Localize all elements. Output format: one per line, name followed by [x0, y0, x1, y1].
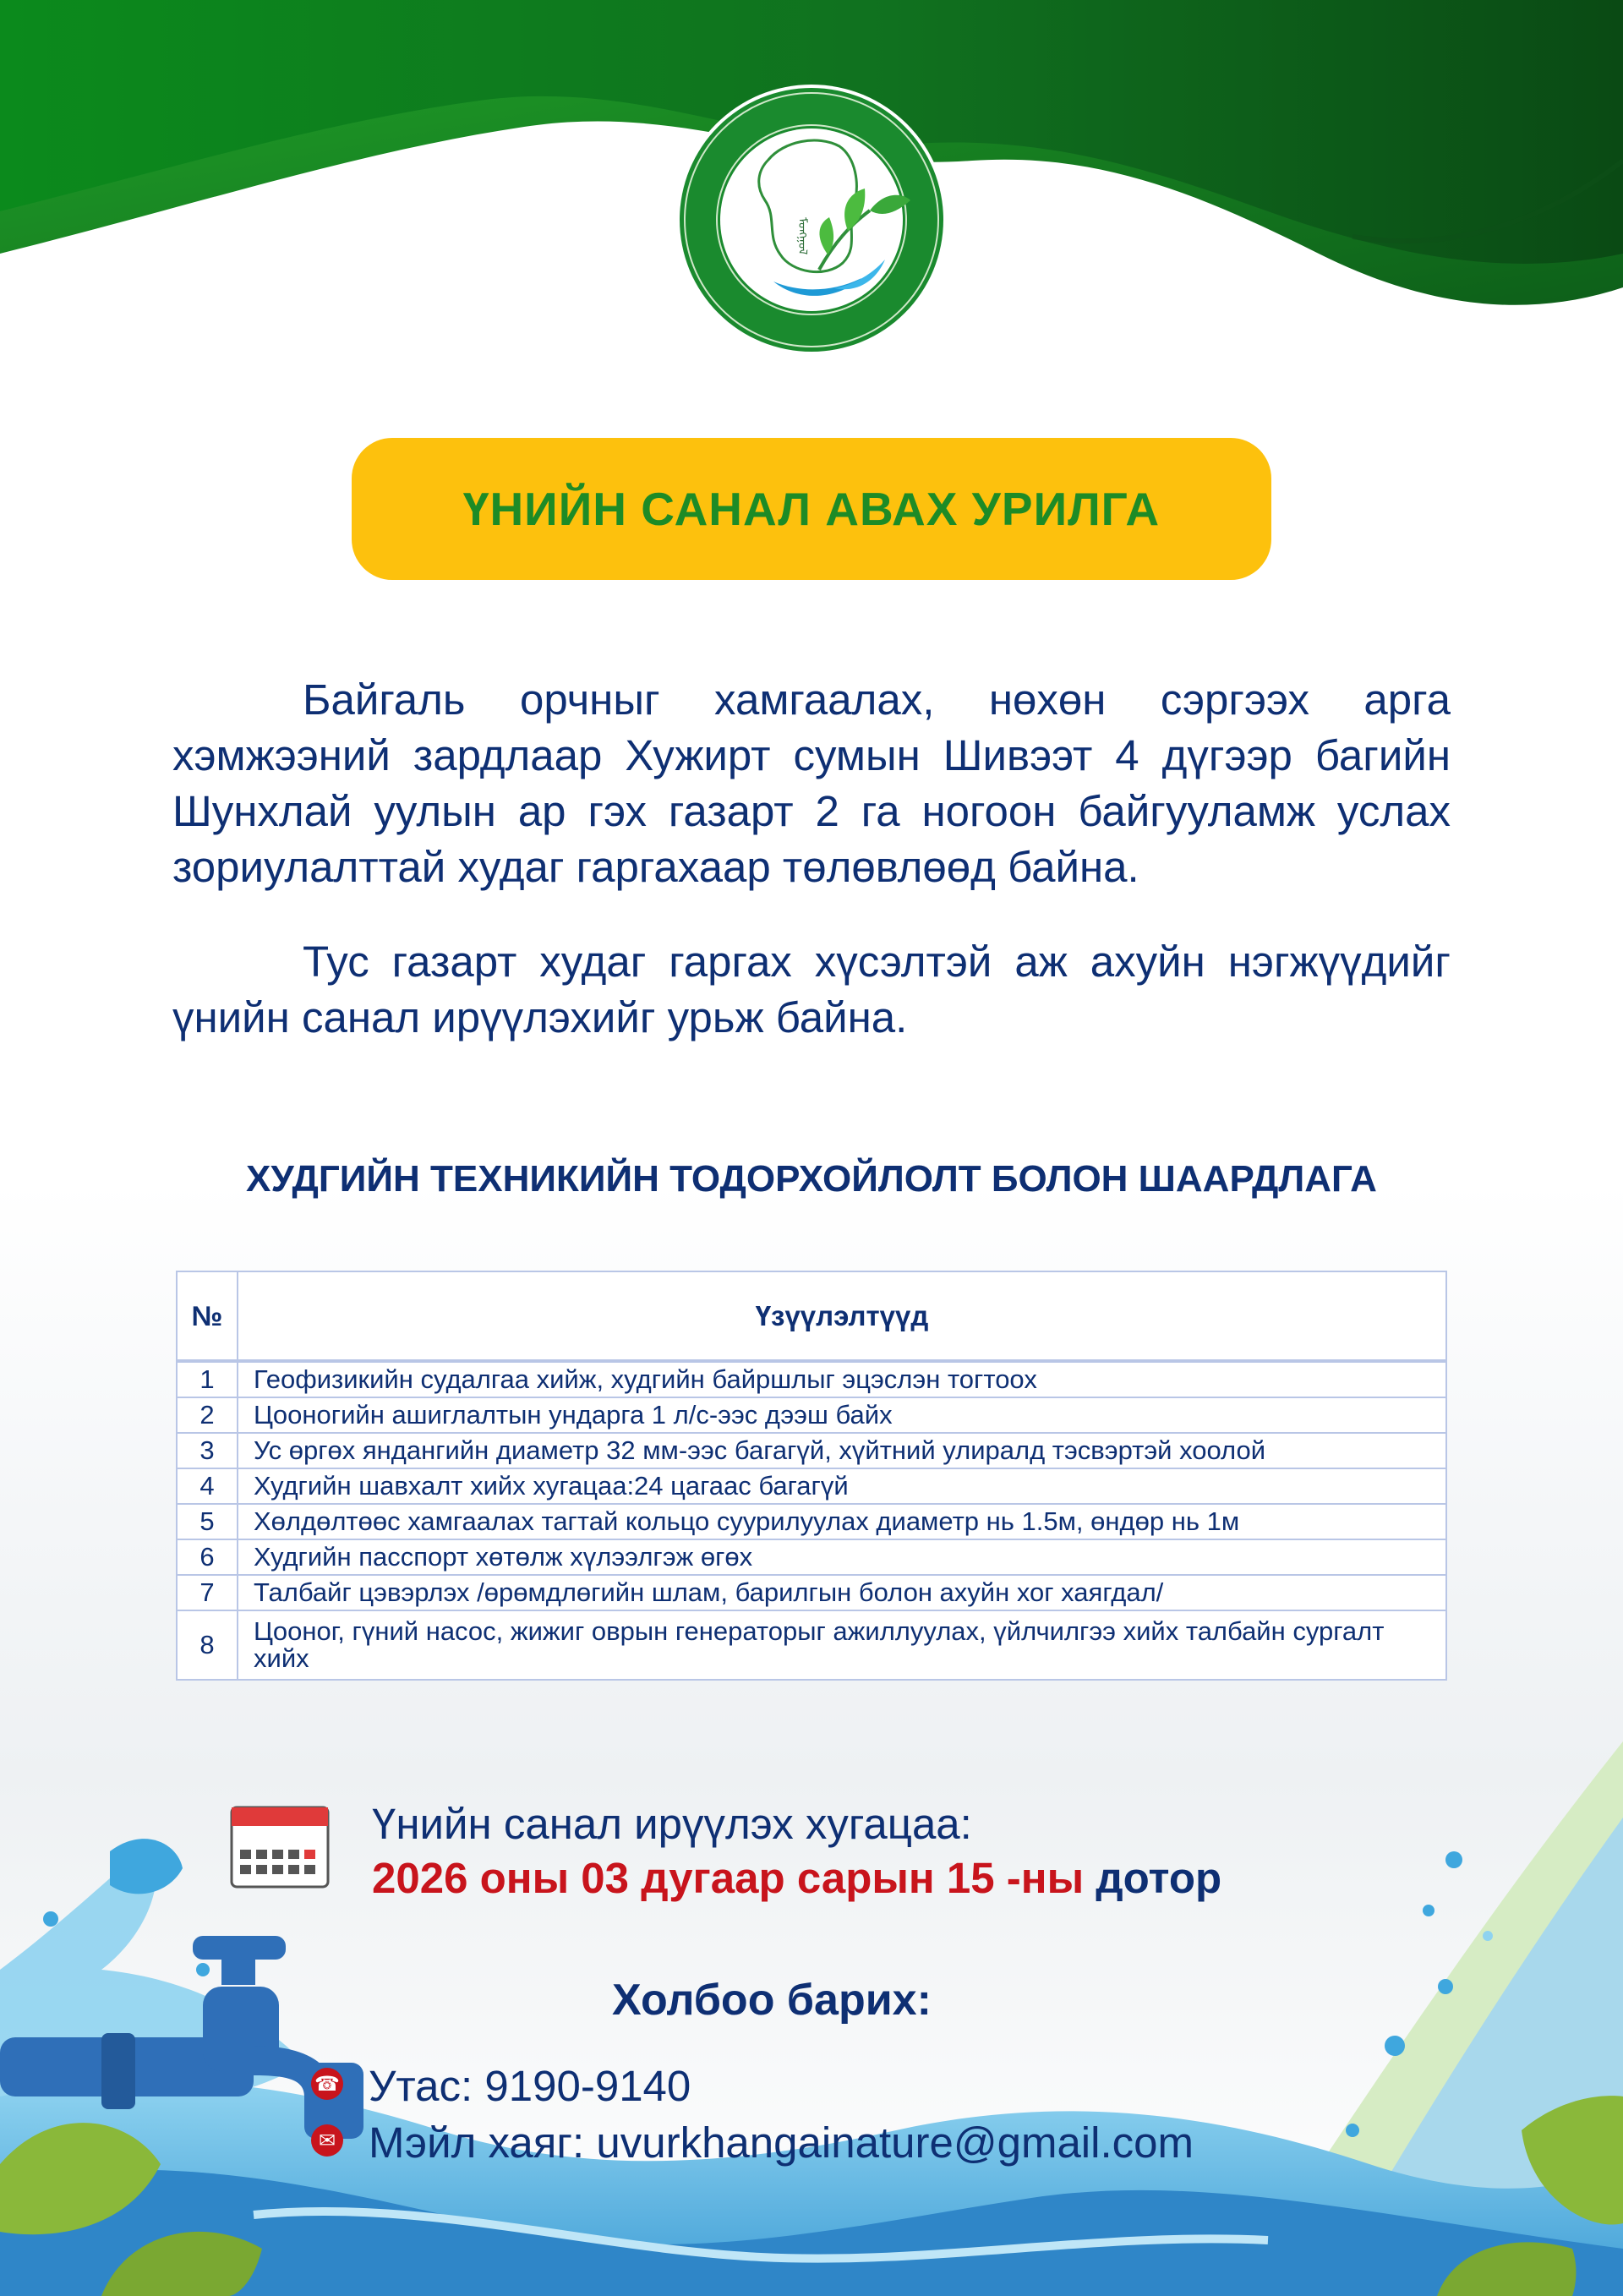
row-number: 2 — [177, 1397, 238, 1433]
row-text: Худгийн шавхалт хийх хугацаа:24 цагаас багагүй — [238, 1468, 1446, 1504]
row-number: 6 — [177, 1539, 238, 1575]
row-number: 4 — [177, 1468, 238, 1504]
deadline-line — [372, 1853, 1221, 1903]
row-text: Худгийн пасспорт хөтөлж хүлээлгэж өгөх — [238, 1539, 1446, 1575]
row-number: 5 — [177, 1504, 238, 1539]
row-text: Хөлдөлтөөс хамгаалах тагтай кольцо суурилуулах диаметр нь 1.5м, өндөр нь 1м — [238, 1504, 1446, 1539]
row-number: 8 — [177, 1610, 238, 1680]
specs-heading: ХУДГИЙН ТЕХНИКИЙН ТОДОРХОЙЛОЛТ БОЛОН ШААРДЛАГА — [246, 1158, 1377, 1200]
deadline-suffix: дотор — [1096, 1854, 1222, 1902]
email-address[interactable]: uvurkhangainature@gmail.com — [596, 2118, 1194, 2167]
column-header-specs: Үзүүлэлтүүд — [238, 1271, 1446, 1361]
phone-line — [369, 2061, 691, 2111]
row-text: Цооног, гүний насос, жижиг оврын генераторыг ажиллуулах, үйлчилгээ хийх талбайн сургалт хийх — [238, 1610, 1446, 1680]
intro-paragraph-1: Байгаль орчныг хамгаалах, нөхөн сэргээх арга хэмжээний зардлаар Хужирт сумын Шивээт 4 дүгээр багийн Шунхлай уулын ар гэх газарт 2 га ногоон байгууламж услах зориулалттай худаг гаргахаар төлөвлөөд байна. — [172, 675, 1451, 891]
intro-paragraph-2: Тус газарт худаг гаргах хүсэлтэй аж ахуйн нэгжүүдийг үнийн санал ирүүлэхийг урьж байна. — [172, 938, 1451, 1041]
email-label: Мэйл хаяг: — [369, 2118, 585, 2167]
row-number: 7 — [177, 1575, 238, 1610]
svg-text:ᠮᠣᠩᠭᠣᠯ: ᠮᠣᠩᠭᠣᠯ — [795, 217, 809, 255]
row-text: Цооногийн ашиглалтын ундарга 1 л/с-ээс дээш байх — [238, 1397, 1446, 1433]
phone-icon: ☎ — [311, 2068, 343, 2100]
row-number: 3 — [177, 1433, 238, 1468]
row-text: Геофизикийн судалгаа хийж, худгийн байршлыг эцэслэн тогтоох — [238, 1361, 1446, 1397]
email-line — [369, 2118, 1194, 2168]
phone-number[interactable]: 9190-9140 — [484, 2062, 691, 2110]
deadline-label: Үнийн санал ирүүлэх хугацаа: — [372, 1800, 972, 1848]
deadline-date: 2026 оны 03 дугаар сарын 15 -ны — [372, 1854, 1085, 1902]
contact-heading: Холбоо барих: — [612, 1976, 932, 2025]
column-header-number: № — [177, 1271, 238, 1361]
phone-label: Утас: — [369, 2062, 473, 2110]
row-text: Талбайг цэвэрлэх /өрөмдлөгийн шлам, барилгын болон ахуйн хог хаягдал/ — [238, 1575, 1446, 1610]
row-text: Ус өргөх яндангийн диаметр 32 мм-ээс багагүй, хүйтний улиралд тэсвэртэй хоолой — [238, 1433, 1446, 1468]
row-number: 1 — [177, 1361, 238, 1397]
page-title: ҮНИЙН САНАЛ АВАХ УРИЛГА — [462, 483, 1161, 535]
mail-icon: ✉ — [311, 2124, 343, 2157]
